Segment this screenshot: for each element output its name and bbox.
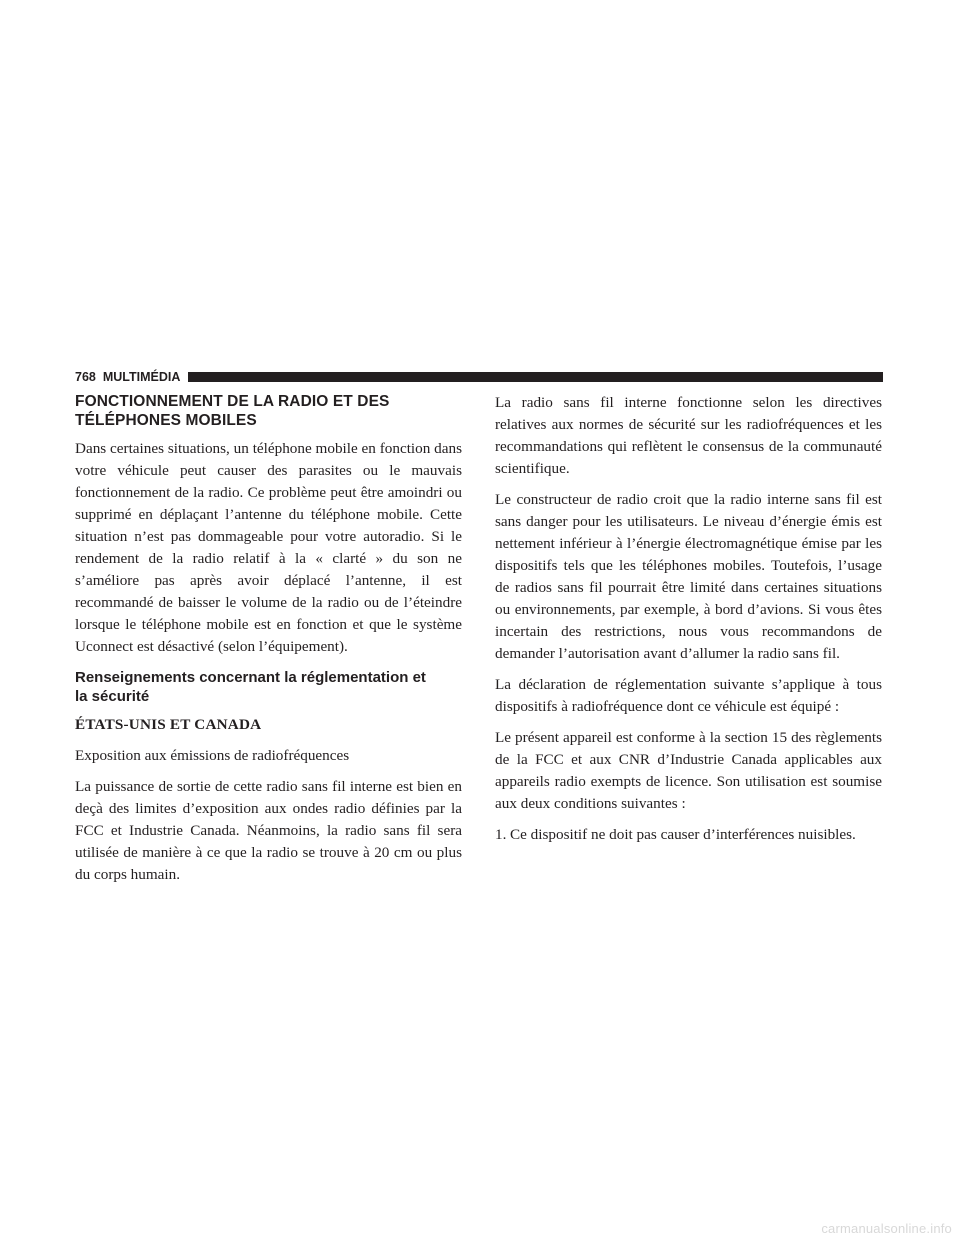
declaration-paragraph: La déclaration de réglementation suivante s’applique à tous dispositifs à radiofréquence dont ce véhicule est équipé : bbox=[495, 676, 882, 715]
safety-paragraph: Le constructeur de radio croit que la radio interne sans fil est sans danger pour les utilisateurs. Le niveau d’énergie émis est nettement inférieur à l’énergie électromagnétique émise par les dispositifs tels que les téléphones mobiles. Toutefois, l’usage de radios sans fil pourrait être limité dans certaines situations ou environnements, par exemple, à bord d’avions. Si vous êtes incertain des restrictions, nous vous recommandons de demander l’autorisation avant d’allumer la radio sans fil. bbox=[495, 491, 882, 662]
regulatory-subtitle-line-2: la sécurité bbox=[75, 688, 150, 705]
radio-interference-paragraph: Dans certaines situations, un téléphone mobile en fonction dans votre véhicule peut causer des parasites ou le mauvais fonctionnement de la radio. Ce problème peut être amoindri ou supprimé en déplaçant l’antenne du téléphone mobile. Cette situation n’est pas dommageable pour votre autoradio. Si le rendement de la radio relatif à la « clarté » du son ne s’améliore pas après avoir déplacé l’antenne, il est recommandé de baisser le volume de la radio ou de l’éteindre lorsque le téléphone mobile est en fonction et que le système Uconnect est désactivé (selon l’équipement). bbox=[75, 440, 462, 655]
regulatory-subtitle bbox=[75, 668, 462, 706]
output-power-paragraph: La puissance de sortie de cette radio sans fil interne est bien en deçà des limites d’exposition aux ondes radio définies par la FCC et Industrie Canada. Néanmoins, la radio sans fil sera utilisée de manière à ce que la radio se trouve à 20 cm ou plus du corps humain. bbox=[75, 778, 462, 883]
list-item-text: Ce dispositif ne doit pas causer d’interférences nuisibles. bbox=[510, 826, 856, 843]
exposure-heading: Exposition aux émissions de radiofréquences bbox=[75, 747, 350, 764]
regulatory-subtitle-line-1: Renseignements concernant la réglementation et bbox=[75, 669, 426, 686]
section-name: MULTIMÉDIA bbox=[102, 370, 181, 384]
left-column bbox=[75, 392, 462, 895]
fcc-compliance-paragraph: Le présent appareil est conforme à la section 15 des règlements de la FCC et aux CNR d’Industrie Canada applicables aux appareils radio exempts de licence. Son utilisation est soumise aux deux conditions suivantes : bbox=[495, 729, 882, 812]
section-title-line-2: TÉLÉPHONES MOBILES bbox=[75, 412, 257, 429]
watermark: carmanualsonline.info bbox=[821, 1221, 952, 1236]
header-rule bbox=[188, 372, 883, 382]
right-column bbox=[495, 392, 882, 846]
section-title bbox=[75, 392, 462, 430]
list-item-number: 1. bbox=[495, 826, 507, 843]
page-header bbox=[75, 369, 883, 385]
directives-paragraph: La radio sans fil interne fonctionne selon les directives relatives aux normes de sécurité sur les radiofréquences et les recommandations qui reflètent le consensus de la communauté scientifique. bbox=[495, 394, 882, 477]
section-title-line-1: FONCTIONNEMENT DE LA RADIO ET DES bbox=[75, 393, 390, 410]
list-item bbox=[495, 824, 882, 846]
region-heading: ÉTATS-UNIS ET CANADA bbox=[75, 716, 262, 733]
page-number: 768 bbox=[75, 370, 96, 384]
